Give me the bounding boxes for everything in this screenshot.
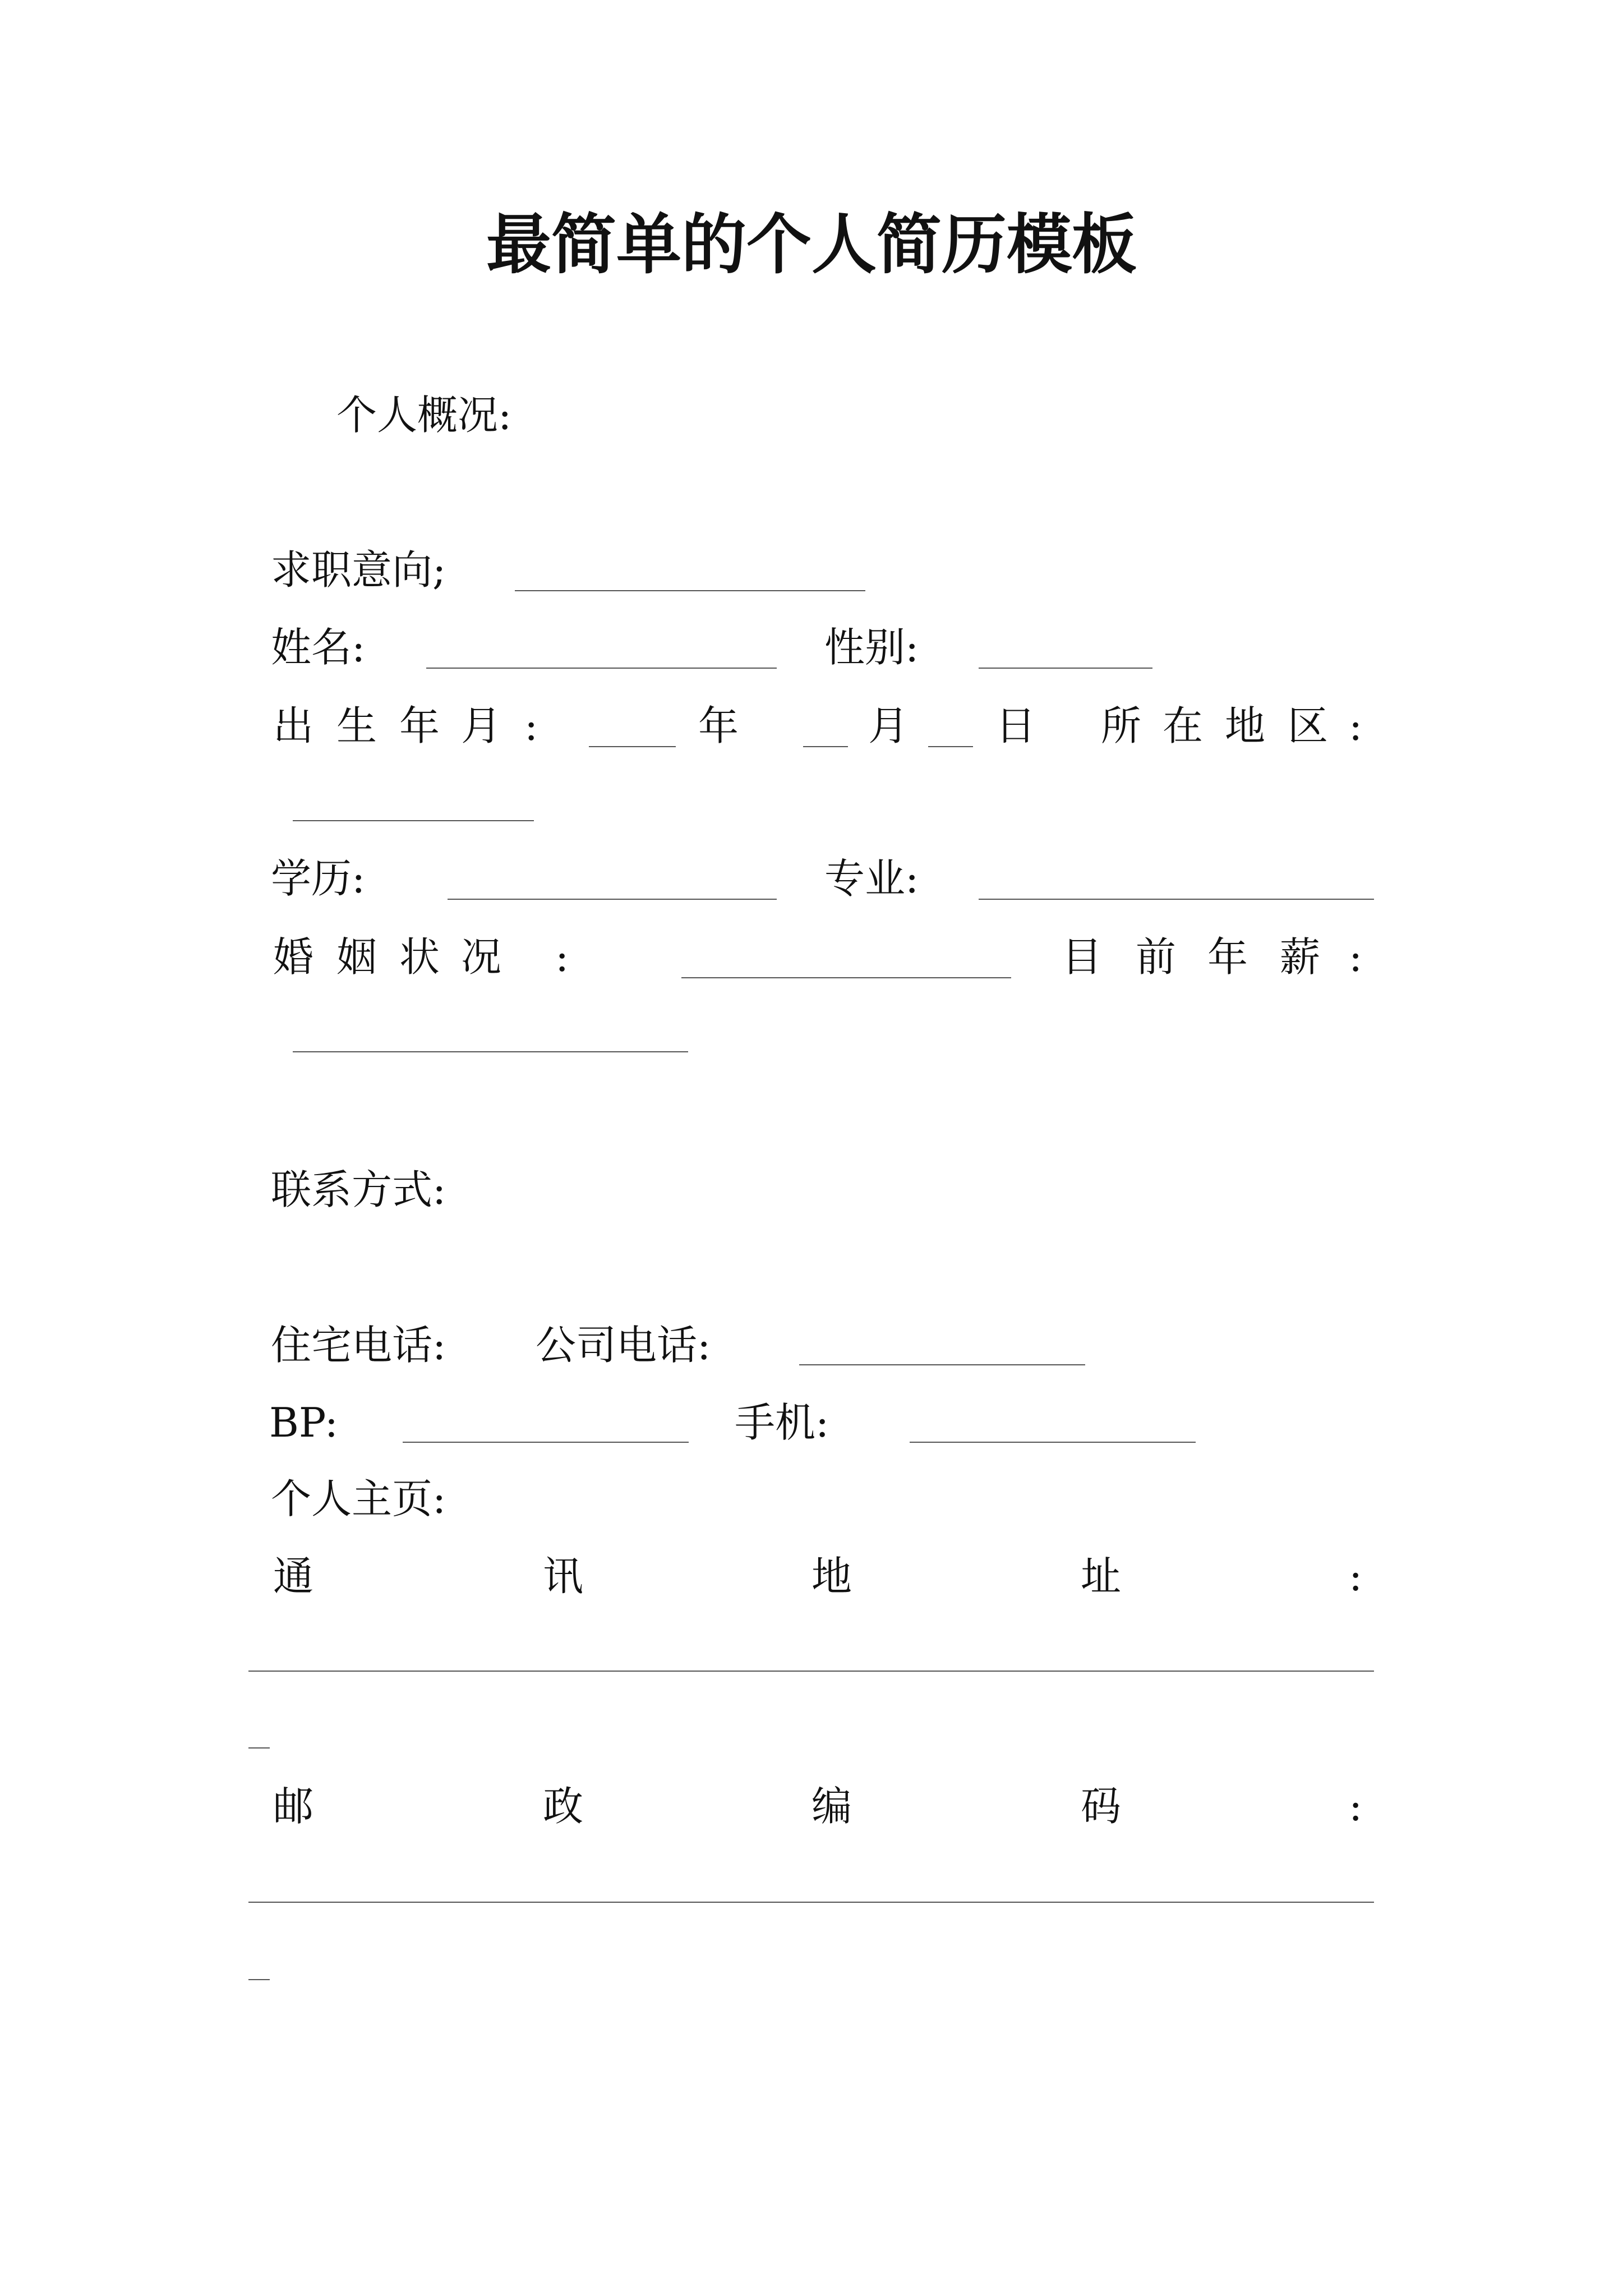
homepage-label: 个人主页: bbox=[271, 1475, 446, 1522]
job-intention-field[interactable] bbox=[515, 590, 865, 591]
region-char-4: 区 bbox=[1288, 702, 1329, 749]
marital-field[interactable] bbox=[681, 977, 1011, 978]
mobile-field[interactable] bbox=[910, 1442, 1196, 1443]
birth-char-1: 出 bbox=[273, 702, 314, 749]
home-phone-label: 住宅电话: bbox=[271, 1322, 446, 1369]
salary-char-3: 年 bbox=[1207, 933, 1248, 981]
job-intention-label: 求职意向; bbox=[271, 546, 446, 593]
address-field[interactable] bbox=[248, 1671, 1374, 1672]
marital-char-2: 姻 bbox=[336, 933, 377, 981]
education-label: 学历: bbox=[271, 855, 366, 902]
region-field[interactable] bbox=[293, 820, 534, 821]
birth-char-4: 月 bbox=[461, 702, 502, 749]
gender-field[interactable] bbox=[979, 668, 1152, 669]
postcode-char-3: 编 bbox=[811, 1783, 852, 1830]
company-phone-field[interactable] bbox=[799, 1364, 1085, 1365]
marital-char-3: 状 bbox=[399, 933, 440, 981]
birth-year-field[interactable] bbox=[589, 746, 676, 747]
birth-day-field[interactable] bbox=[928, 746, 973, 747]
birth-month-label: 月 bbox=[868, 702, 909, 749]
postcode-char-1: 邮 bbox=[273, 1783, 314, 1830]
address-field-continued[interactable] bbox=[248, 1747, 270, 1749]
marital-colon: : bbox=[555, 933, 569, 981]
address-colon: : bbox=[1349, 1553, 1363, 1600]
section-overview: 个人概况: bbox=[336, 392, 512, 439]
postcode-field-continued[interactable] bbox=[248, 1979, 270, 1980]
salary-field[interactable] bbox=[293, 1051, 688, 1052]
mobile-label: 手机: bbox=[735, 1399, 829, 1446]
education-field[interactable] bbox=[448, 899, 777, 900]
marital-char-4: 况 bbox=[461, 933, 502, 981]
address-char-4: 址 bbox=[1081, 1553, 1122, 1600]
address-char-3: 地 bbox=[811, 1553, 852, 1600]
postcode-char-4: 码 bbox=[1081, 1783, 1122, 1830]
birth-char-3: 年 bbox=[399, 702, 440, 749]
company-phone-label: 公司电话: bbox=[536, 1322, 711, 1369]
page-title: 最简单的个人简历模板 bbox=[486, 206, 1137, 283]
birth-day-label: 日 bbox=[995, 702, 1036, 749]
postcode-colon: : bbox=[1349, 1783, 1363, 1830]
gender-label: 性别: bbox=[824, 624, 919, 671]
postcode-field[interactable] bbox=[248, 1902, 1374, 1903]
region-colon: : bbox=[1349, 702, 1363, 749]
marital-char-1: 婚 bbox=[273, 933, 314, 981]
region-char-3: 地 bbox=[1225, 702, 1266, 749]
name-label: 姓名: bbox=[271, 624, 366, 671]
birth-colon: : bbox=[524, 702, 538, 749]
major-label: 专业: bbox=[824, 855, 919, 902]
region-char-2: 在 bbox=[1163, 702, 1204, 749]
region-char-1: 所 bbox=[1101, 702, 1142, 749]
postcode-char-2: 政 bbox=[543, 1783, 584, 1830]
bp-label: BP: bbox=[269, 1399, 339, 1446]
salary-char-1: 目 bbox=[1062, 933, 1103, 981]
address-char-2: 讯 bbox=[543, 1553, 584, 1600]
section-contact: 联系方式: bbox=[271, 1166, 446, 1213]
salary-char-4: 薪 bbox=[1280, 933, 1321, 981]
salary-colon: : bbox=[1349, 933, 1363, 981]
bp-field[interactable] bbox=[403, 1442, 689, 1443]
address-char-1: 通 bbox=[273, 1553, 314, 1600]
birth-month-field[interactable] bbox=[803, 746, 848, 747]
major-field[interactable] bbox=[979, 899, 1374, 900]
salary-char-2: 前 bbox=[1136, 933, 1177, 981]
birth-char-2: 生 bbox=[336, 702, 377, 749]
birth-year-label: 年 bbox=[698, 702, 739, 749]
name-field[interactable] bbox=[426, 668, 777, 669]
